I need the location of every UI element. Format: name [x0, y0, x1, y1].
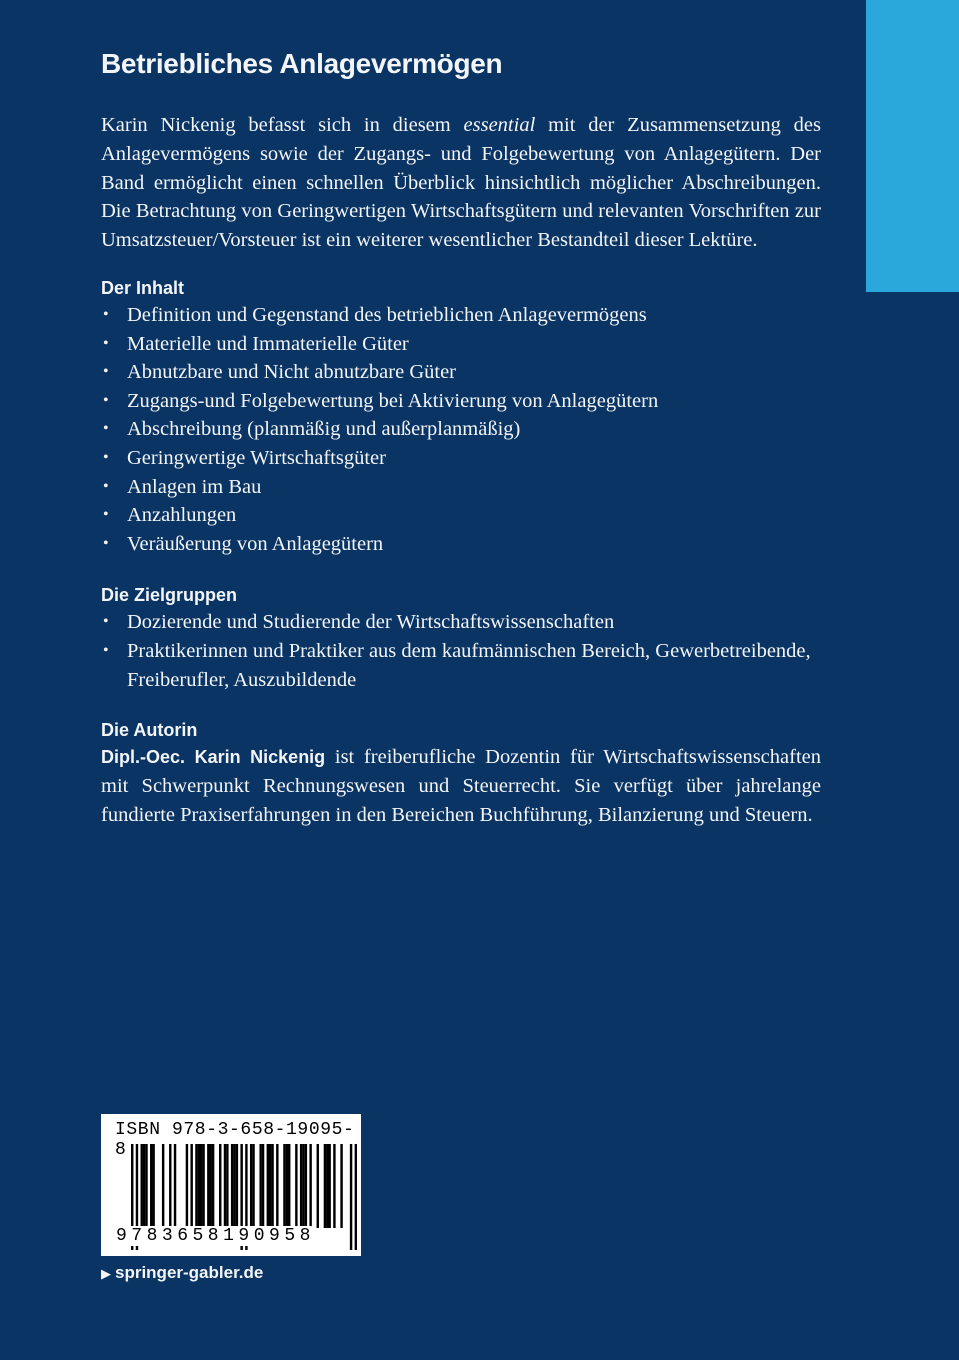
- barcode-bar: [305, 1144, 307, 1228]
- list-item: [101, 387, 821, 416]
- barcode-bar: [283, 1144, 285, 1228]
- barcode-bar: [152, 1144, 154, 1228]
- autorin-heading: Die Autorin: [101, 720, 198, 741]
- publisher-url: springer-gabler.de: [115, 1263, 264, 1282]
- barcode-bar: [302, 1144, 304, 1228]
- barcode-bar: [333, 1144, 335, 1228]
- barcode-bar: [198, 1144, 200, 1228]
- list-item-text: Anlagen im Bau: [127, 475, 262, 498]
- barcode-bar: [300, 1144, 302, 1228]
- list-item: [101, 301, 821, 330]
- barcode-bar: [212, 1144, 214, 1228]
- barcode-bar: [328, 1144, 330, 1228]
- list-item-text: Abschreibung (planmäßig und außerplanmäßig): [127, 418, 521, 441]
- barcode-bar: [259, 1144, 261, 1228]
- list-item-text: Anzahlungen: [127, 504, 237, 527]
- barcode-bar: [271, 1144, 273, 1228]
- list-item: [101, 608, 821, 637]
- barcode-bar: [200, 1144, 202, 1228]
- barcode-bar: [267, 1144, 269, 1228]
- barcode-bar: [190, 1144, 192, 1228]
- zielgruppen-heading: Die Zielgruppen: [101, 585, 238, 606]
- bullet-icon: •: [103, 477, 109, 495]
- barcode-bar: [326, 1144, 328, 1228]
- bullet-icon: •: [103, 420, 109, 438]
- barcode-bar: [276, 1144, 278, 1228]
- barcode-bar: [233, 1144, 235, 1228]
- intro-emphasis: essential: [463, 114, 536, 136]
- barcode-bar: [145, 1144, 147, 1228]
- isbn-label: ISBN 978-3-658-19095-8: [115, 1120, 355, 1160]
- bullet-icon: •: [103, 641, 109, 659]
- book-title: Betriebliches Anlagevermögen: [101, 48, 503, 79]
- barcode-bar: [141, 1144, 143, 1228]
- bullet-icon: •: [103, 448, 109, 466]
- inhalt-list: [101, 301, 821, 558]
- bullet-icon: •: [103, 363, 109, 381]
- barcode-bar: [262, 1144, 264, 1228]
- barcode-bar: [340, 1144, 342, 1228]
- barcode-bar: [324, 1144, 326, 1228]
- bullet-icon: •: [103, 613, 109, 631]
- author-bio: [101, 743, 821, 829]
- list-item-text: Zugangs-und Folgebewertung bei Aktivierung von Anlagegütern: [127, 389, 659, 412]
- barcode-bar: [186, 1144, 188, 1228]
- bullet-icon: •: [103, 391, 109, 409]
- list-item: [101, 530, 821, 559]
- bullet-icon: •: [103, 305, 109, 323]
- barcode-bar: [252, 1144, 254, 1228]
- arrow-right-icon: ▶: [101, 1266, 111, 1281]
- barcode-bar: [226, 1144, 228, 1228]
- barcode-bar: [288, 1144, 290, 1228]
- barcode-bar: [224, 1144, 226, 1228]
- intro-text-end: mit der Zusammensetzung des Anlagevermögens sowie der Zugangs- und Folgebewertung von Anlagegütern. Der Band ermöglicht einen schnellen Überblick hinsichtlich möglicher Abschreibungen. Die Betrachtung von Geringwertigen Wirtschaftsgütern und relevanten Vorschriften zur Umsatzsteuer/Vorsteuer ist ein weiterer wesentlicher Bestandteil dieser Lektüre.: [101, 114, 821, 252]
- author-name: Dipl.-Oec. Karin Nickenig: [101, 747, 326, 768]
- barcode-bar: [250, 1144, 252, 1228]
- back-cover-content: [101, 40, 821, 830]
- barcode-bar: [355, 1144, 357, 1250]
- bullet-icon: •: [103, 506, 109, 524]
- list-item: [101, 637, 821, 694]
- intro-paragraph: [101, 111, 821, 255]
- list-item-text: Abnutzbare und Nicht abnutzbare Güter: [127, 361, 457, 384]
- barcode-bar: [286, 1144, 288, 1228]
- isbn-barcode: [101, 1114, 361, 1256]
- inhalt-heading: Der Inhalt: [101, 277, 185, 298]
- barcode-bar: [202, 1144, 204, 1228]
- zielgruppen-list: [101, 608, 821, 694]
- barcode-bar: [169, 1144, 171, 1228]
- barcode-bar: [309, 1144, 311, 1228]
- barcode-bar: [295, 1144, 297, 1228]
- list-item: [101, 444, 821, 473]
- bullet-icon: •: [103, 534, 109, 552]
- list-item: [101, 501, 821, 530]
- barcode-bar: [219, 1144, 221, 1228]
- list-item-text: Materielle und Immaterielle Güter: [127, 332, 409, 355]
- list-item: [101, 330, 821, 359]
- barcode-digits-text: 9783658190958: [116, 1226, 315, 1246]
- barcode-bar: [162, 1144, 164, 1228]
- barcode-bar: [350, 1144, 352, 1250]
- accent-tab: [866, 0, 959, 292]
- author-bio-text: ist freiberufliche Dozentin für Wirtschaftswissenschaften mit Schwerpunkt Rechnungswesen und Steuerrecht. Sie verfügt über jahrelange fundierte Praxiserfahrungen in den Bereichen Buchführung, Bilanzierung und Steuern.: [101, 746, 821, 826]
- list-item: [101, 415, 821, 444]
- barcode-bar: [269, 1144, 271, 1228]
- barcode-bar: [195, 1144, 197, 1228]
- list-item-text: Praktikerinnen und Praktiker aus dem kaufmännischen Bereich, Gewerbetreibende, Freiberufler, Auszubildende: [127, 639, 811, 691]
- list-item-text: Dozierende und Studierende der Wirtschaftswissenschaften: [127, 611, 615, 634]
- barcode-bar: [317, 1144, 319, 1228]
- barcode-bar: [207, 1144, 209, 1228]
- barcode-bar: [210, 1144, 212, 1228]
- barcode-bar: [174, 1144, 176, 1228]
- barcode-bar: [143, 1144, 145, 1228]
- intro-text-start: Karin Nickenig befasst sich in diesem: [101, 114, 464, 136]
- list-item: [101, 358, 821, 387]
- publisher-link[interactable]: [101, 1262, 263, 1285]
- list-item-text: Veräußerung von Anlagegütern: [127, 532, 384, 555]
- barcode-bar: [231, 1144, 233, 1228]
- list-item-text: Geringwertige Wirtschaftsgüter: [127, 446, 386, 469]
- barcode-bar: [150, 1144, 152, 1228]
- list-item-text: Definition und Gegenstand des betrieblichen Anlagevermögens: [127, 303, 647, 326]
- list-item: [101, 473, 821, 502]
- barcode-bar: [236, 1144, 238, 1228]
- bullet-icon: •: [103, 334, 109, 352]
- barcode-digits: [115, 1226, 316, 1246]
